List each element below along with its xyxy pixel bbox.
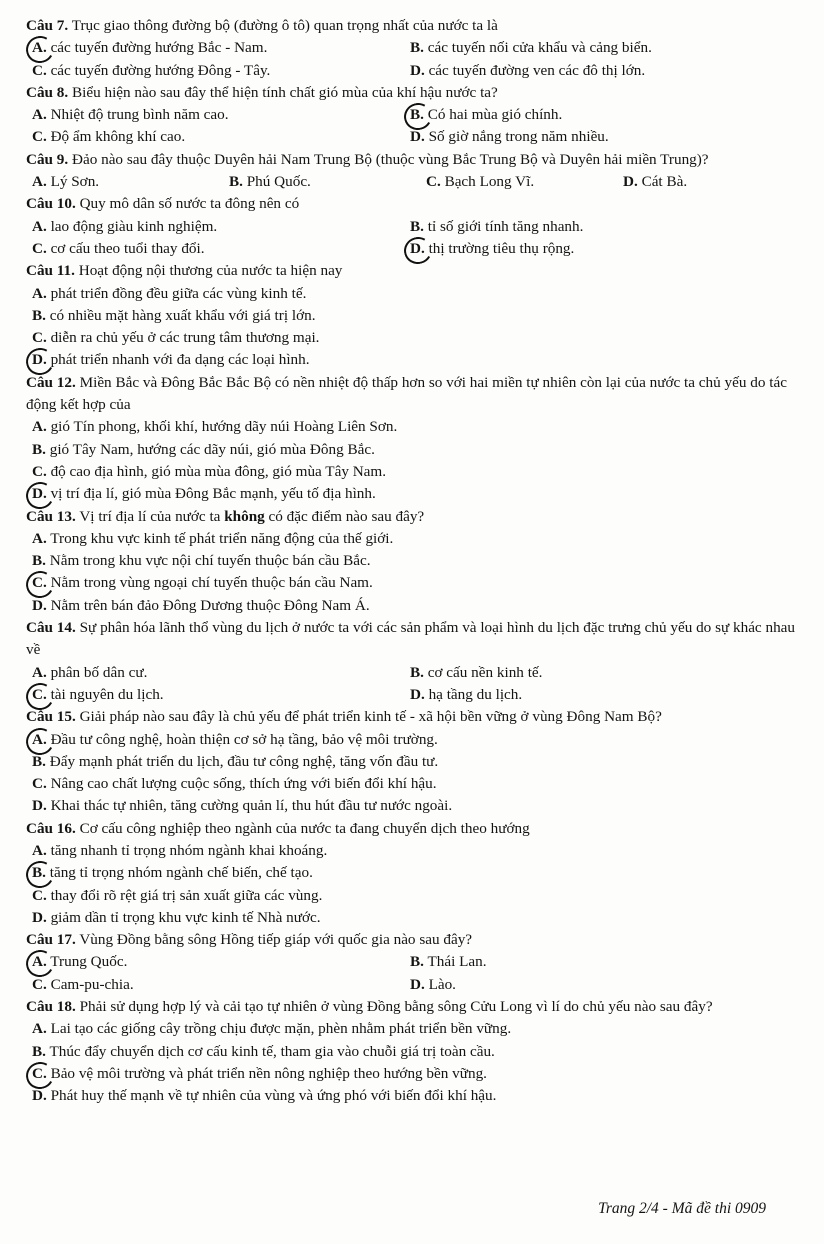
answer-letter: A. [32, 841, 47, 859]
answer-text: Lý Sơn. [50, 173, 100, 191]
question-text: Cơ cấu công nghiệp theo ngành của nước ta đang chuyển dịch theo hướng [79, 819, 530, 837]
answer-options [26, 171, 800, 193]
question-text: Đảo nào sau đây thuộc Duyên hải Nam Trung Bộ (thuộc vùng Bắc Trung Bộ và Duyên hải miền Trung)? [72, 150, 709, 168]
answer-letter: A. [32, 1020, 47, 1038]
answer-letter-circled: C. [32, 685, 47, 703]
answer-option[interactable] [26, 907, 800, 929]
question-text: Miền Bắc và Đông Bắc Bắc Bộ có nền nhiệt độ thấp hơn so với hai miền tự nhiên còn lại của nước ta chủ yếu do tác động kết hợp của [26, 373, 787, 414]
answer-option[interactable] [32, 684, 410, 706]
answer-letter-circled: A. [32, 730, 47, 748]
question-number: Câu 17. [26, 931, 76, 949]
answer-option[interactable] [32, 216, 410, 238]
answer-text: lao động giàu kinh nghiệm. [50, 217, 218, 235]
answer-options [26, 1018, 800, 1107]
answer-text: Thái Lan. [427, 953, 487, 971]
answer-letter: D. [32, 797, 47, 815]
answer-letter: A. [32, 173, 47, 191]
answer-letter: B. [32, 1042, 46, 1060]
question-text: Sự phân hóa lãnh thổ vùng du lịch ở nước ta với các sản phẩm và loại hình du lịch đặc trưng chủ yếu do sự khác nhau về [26, 619, 795, 659]
answer-options [26, 840, 800, 929]
answer-letter: B. [410, 39, 424, 57]
question-17 [26, 929, 800, 996]
answer-letter: B. [32, 552, 46, 570]
question-stem [26, 996, 800, 1018]
answer-text: thay đổi rõ rệt giá trị sản xuất giữa các vùng. [50, 886, 323, 904]
answer-option[interactable] [410, 37, 652, 59]
answer-options-row [26, 974, 800, 996]
answer-text: Lào. [428, 975, 456, 993]
answer-text: Nằm trong khu vực nội chí tuyến thuộc bán cầu Bắc. [49, 552, 371, 570]
question-list [26, 15, 800, 1108]
answer-option[interactable] [26, 283, 800, 305]
question-number: Câu 8. [26, 83, 69, 101]
question-number: Câu 18. [26, 998, 76, 1016]
question-18 [26, 996, 800, 1107]
answer-options [26, 528, 800, 617]
answer-options-row [26, 684, 800, 706]
answer-text: phân bố dân cư. [50, 663, 148, 681]
question-number: Câu 9. [26, 150, 69, 168]
question-text: Trục giao thông đường bộ (đường ô tô) quan trọng nhất của nước ta là [71, 17, 498, 34]
answer-text: Bảo vệ môi trường và phát triển nền nông nghiệp theo hướng bền vững. [50, 1064, 487, 1082]
question-12 [26, 372, 800, 506]
answer-letter: D. [32, 1087, 47, 1105]
answer-option[interactable] [426, 171, 623, 193]
answer-text: Nhiệt độ trung bình năm cao. [50, 106, 229, 124]
answer-letter: A. [32, 418, 47, 436]
answer-options [26, 416, 800, 505]
answer-option[interactable] [410, 104, 562, 126]
answer-letter: C. [32, 329, 47, 347]
question-text: Vị trí địa lí của nước ta [79, 507, 225, 525]
answer-option[interactable] [26, 1041, 800, 1063]
question-text-emphasis: không [224, 507, 265, 525]
answer-text: Cát Bà. [641, 173, 688, 191]
answer-option[interactable] [32, 60, 410, 82]
question-stem [26, 149, 800, 171]
answer-options-row [26, 951, 800, 973]
question-text: Quy mô dân số nước ta đông nên có [79, 195, 300, 213]
answer-option[interactable] [26, 773, 800, 795]
answer-letter-circled: D. [32, 485, 47, 503]
answer-letter: B. [410, 953, 424, 971]
question-stem [26, 82, 800, 104]
answer-option[interactable] [229, 171, 426, 193]
answer-option[interactable] [410, 216, 583, 238]
question-15 [26, 706, 800, 817]
question-10 [26, 193, 800, 260]
answer-text: tăng tỉ trọng nhóm ngành chế biến, chế tạo. [49, 864, 313, 882]
answer-text: Nâng cao chất lượng cuộc sống, thích ứng với biến đổi khí hậu. [50, 775, 437, 793]
answer-options-row [26, 662, 800, 684]
answer-letter: D. [623, 173, 638, 191]
answer-letter-circled: D. [32, 351, 47, 369]
answer-text: Nằm trên bán đảo Đông Dương thuộc Đông Nam Á. [50, 596, 370, 614]
answer-option[interactable] [26, 729, 800, 751]
answer-option[interactable] [410, 238, 574, 260]
answer-option[interactable] [410, 60, 645, 82]
answer-letter: C. [32, 775, 47, 793]
answer-text: Đầu tư công nghệ, hoàn thiện cơ sở hạ tầng, bảo vệ môi trường. [50, 730, 438, 748]
question-number: Câu 10. [26, 195, 76, 213]
answer-text: Phú Quốc. [246, 173, 311, 191]
answer-option[interactable] [26, 595, 800, 617]
answer-text: các tuyến nối cửa khẩu và cảng biển. [427, 39, 652, 57]
question-7 [26, 15, 800, 82]
question-text: Vùng Đồng bằng sông Hồng tiếp giáp với quốc gia nào sau đây? [79, 931, 473, 949]
answer-letter: B. [229, 173, 243, 191]
answer-letter: B. [410, 217, 424, 235]
question-stem [26, 193, 800, 215]
answer-option[interactable] [410, 974, 456, 996]
answer-letter: A. [32, 217, 47, 235]
answer-text: tỉ số giới tính tăng nhanh. [427, 217, 584, 235]
question-text: Phải sử dụng hợp lý và cải tạo tự nhiên ở vùng Đồng bằng sông Cửu Long vì lí do chủ yếu nào sau đây? [79, 998, 713, 1016]
answer-text: cơ cấu nền kinh tế. [427, 663, 543, 681]
answer-letter-circled: C. [32, 1064, 47, 1082]
answer-option[interactable] [26, 1018, 800, 1040]
answer-letter: C. [32, 886, 47, 904]
answer-letter: B. [32, 306, 46, 324]
answer-letter: B. [410, 663, 424, 681]
question-9 [26, 149, 800, 194]
question-number: Câu 16. [26, 819, 76, 837]
answer-letter-circled: C. [32, 574, 47, 592]
answer-letter: A. [32, 663, 47, 681]
answer-letter: B. [32, 440, 46, 458]
answer-option[interactable] [32, 171, 229, 193]
answer-option[interactable] [26, 795, 800, 817]
answer-letter: A. [32, 529, 47, 547]
answer-text: diễn ra chủ yếu ở các trung tâm thương mại. [50, 329, 320, 347]
question-number: Câu 13. [26, 507, 76, 525]
question-text: Biểu hiện nào sau đây thể hiện tính chất gió mùa của khí hậu nước ta? [72, 83, 498, 101]
answer-text: cơ cấu theo tuổi thay đổi. [50, 239, 205, 257]
answer-options-row [26, 37, 800, 59]
question-number: Câu 11. [26, 262, 75, 280]
answer-option[interactable] [26, 305, 800, 327]
answer-option[interactable] [26, 840, 800, 862]
answer-text: các tuyến đường ven các đô thị lớn. [428, 61, 646, 79]
answer-text: tăng nhanh tỉ trọng nhóm ngành khai khoáng. [50, 841, 328, 859]
question-stem [26, 617, 800, 662]
answer-letter: D. [410, 61, 425, 79]
answer-option[interactable] [32, 104, 410, 126]
answer-letter-circled: A. [32, 953, 47, 971]
answer-text: phát triển nhanh với đa dạng các loại hình. [50, 351, 310, 369]
answer-option[interactable] [410, 951, 487, 973]
answer-option[interactable] [26, 885, 800, 907]
answer-option[interactable] [32, 662, 410, 684]
question-number: Câu 7. [26, 17, 69, 34]
answer-text: Đẩy mạnh phát triển du lịch, đầu tư công nghệ, tăng vốn đầu tư. [49, 752, 439, 770]
answer-option[interactable] [26, 1063, 800, 1085]
question-number: Câu 14. [26, 619, 76, 637]
answer-letter: C. [426, 173, 441, 191]
answer-letter: D. [410, 685, 425, 703]
answer-option[interactable] [26, 327, 800, 349]
answer-option[interactable] [26, 483, 800, 505]
question-8 [26, 82, 800, 149]
answer-letter: C. [32, 128, 47, 146]
question-stem [26, 506, 800, 528]
question-stem [26, 15, 800, 37]
answer-text: giảm dần tỉ trọng khu vực kinh tế Nhà nước. [50, 908, 321, 926]
answer-letter: C. [32, 975, 47, 993]
answer-options-row [26, 60, 800, 82]
answer-option[interactable] [623, 171, 820, 193]
answer-letter: B. [32, 752, 46, 770]
answer-text: phát triển đồng đều giữa các vùng kinh tế. [50, 284, 307, 302]
answer-option[interactable] [32, 37, 410, 59]
question-11 [26, 260, 800, 371]
answer-text: hạ tầng du lịch. [428, 685, 523, 703]
answer-text: Lai tạo các giống cây trồng chịu được mặn, phèn nhằm phát triển bền vững. [50, 1020, 512, 1038]
answer-text: các tuyến đường hướng Đông - Tây. [50, 61, 271, 79]
answer-letter-circled: A. [32, 39, 47, 57]
answer-text: Nằm trong vùng ngoại chí tuyến thuộc bán cầu Nam. [50, 574, 373, 592]
answer-text: Khai thác tự nhiên, tăng cường quản lí, thu hút đầu tư nước ngoài. [50, 797, 453, 815]
answer-text: Phát huy thế mạnh về tự nhiên của vùng và ứng phó với biến đổi khí hậu. [50, 1087, 497, 1105]
answer-option[interactable] [26, 751, 800, 773]
question-stem [26, 929, 800, 951]
answer-text: gió Tín phong, khối khí, hướng dãy núi Hoàng Liên Sơn. [50, 418, 398, 436]
answer-text: có nhiều mặt hàng xuất khẩu với giá trị lớn. [49, 306, 316, 324]
answer-option[interactable] [26, 572, 800, 594]
answer-text: Độ ẩm không khí cao. [50, 128, 186, 146]
answer-letter: D. [410, 975, 425, 993]
answer-options [26, 283, 800, 372]
question-text: Hoạt động nội thương của nước ta hiện nay [78, 262, 343, 280]
answer-letter-circled: B. [410, 106, 424, 124]
answer-text: gió Tây Nam, hướng các dãy núi, gió mùa Đông Bắc. [49, 440, 375, 458]
question-14 [26, 617, 800, 706]
question-text: có đặc điểm nào sau đây? [264, 507, 425, 525]
question-number: Câu 12. [26, 373, 76, 391]
answer-letter: D. [410, 128, 425, 146]
answer-option[interactable] [26, 349, 800, 371]
question-text: Giải pháp nào sau đây là chủ yếu để phát triển kinh tế - xã hội bền vững ở vùng Đông Nam Bộ? [79, 708, 662, 726]
answer-options-row [26, 216, 800, 238]
answer-text: Số giờ nắng trong năm nhiều. [428, 128, 609, 146]
answer-option[interactable] [26, 550, 800, 572]
answer-option[interactable] [32, 951, 410, 973]
answer-option[interactable] [26, 1085, 800, 1107]
answer-text: tài nguyên du lịch. [50, 685, 164, 703]
answer-option[interactable] [410, 684, 522, 706]
question-stem [26, 818, 800, 840]
answer-text: độ cao địa hình, gió mùa mùa đông, gió mùa Tây Nam. [50, 462, 387, 480]
answer-text: Trong khu vực kinh tế phát triển năng động của thế giới. [50, 529, 394, 547]
answer-letter: C. [32, 61, 47, 79]
answer-text: Trung Quốc. [50, 953, 128, 971]
answer-text: vị trí địa lí, gió mùa Đông Bắc mạnh, yếu tố địa hình. [50, 485, 376, 503]
answer-text: Thúc đẩy chuyển dịch cơ cấu kinh tế, tham gia vào chuỗi giá trị toàn cầu. [49, 1042, 495, 1060]
answer-letter-circled: D. [410, 239, 425, 257]
question-stem [26, 372, 800, 417]
answer-letter: D. [32, 908, 47, 926]
question-13 [26, 506, 800, 617]
answer-letter: A. [32, 106, 47, 124]
answer-option[interactable] [32, 126, 410, 148]
answer-text: Cam-pu-chia. [50, 975, 134, 993]
answer-option[interactable] [32, 974, 410, 996]
answer-options-row [26, 238, 800, 260]
answer-option[interactable] [26, 528, 800, 550]
answer-option[interactable] [32, 238, 410, 260]
question-number: Câu 15. [26, 708, 76, 726]
answer-text: Bạch Long Vĩ. [444, 173, 535, 191]
answer-option[interactable] [26, 439, 800, 461]
page-footer: Trang 2/4 - Mã đề thi 0909 [598, 1200, 766, 1217]
answer-option[interactable] [26, 461, 800, 483]
answer-option[interactable] [26, 416, 800, 438]
answer-option[interactable] [410, 662, 542, 684]
answer-options-row [26, 126, 800, 148]
answer-options [26, 729, 800, 818]
answer-text: các tuyến đường hướng Bắc - Nam. [50, 39, 268, 57]
question-16 [26, 818, 800, 929]
answer-options-row [26, 104, 800, 126]
answer-letter-circled: B. [32, 864, 46, 882]
answer-letter: C. [32, 462, 47, 480]
answer-letter: A. [32, 284, 47, 302]
answer-text: thị trường tiêu thụ rộng. [428, 239, 575, 257]
answer-letter: D. [32, 596, 47, 614]
answer-letter: C. [32, 239, 47, 257]
answer-option[interactable] [410, 126, 609, 148]
answer-option[interactable] [26, 862, 800, 884]
answer-text: Có hai mùa gió chính. [427, 106, 563, 124]
question-stem [26, 706, 800, 728]
